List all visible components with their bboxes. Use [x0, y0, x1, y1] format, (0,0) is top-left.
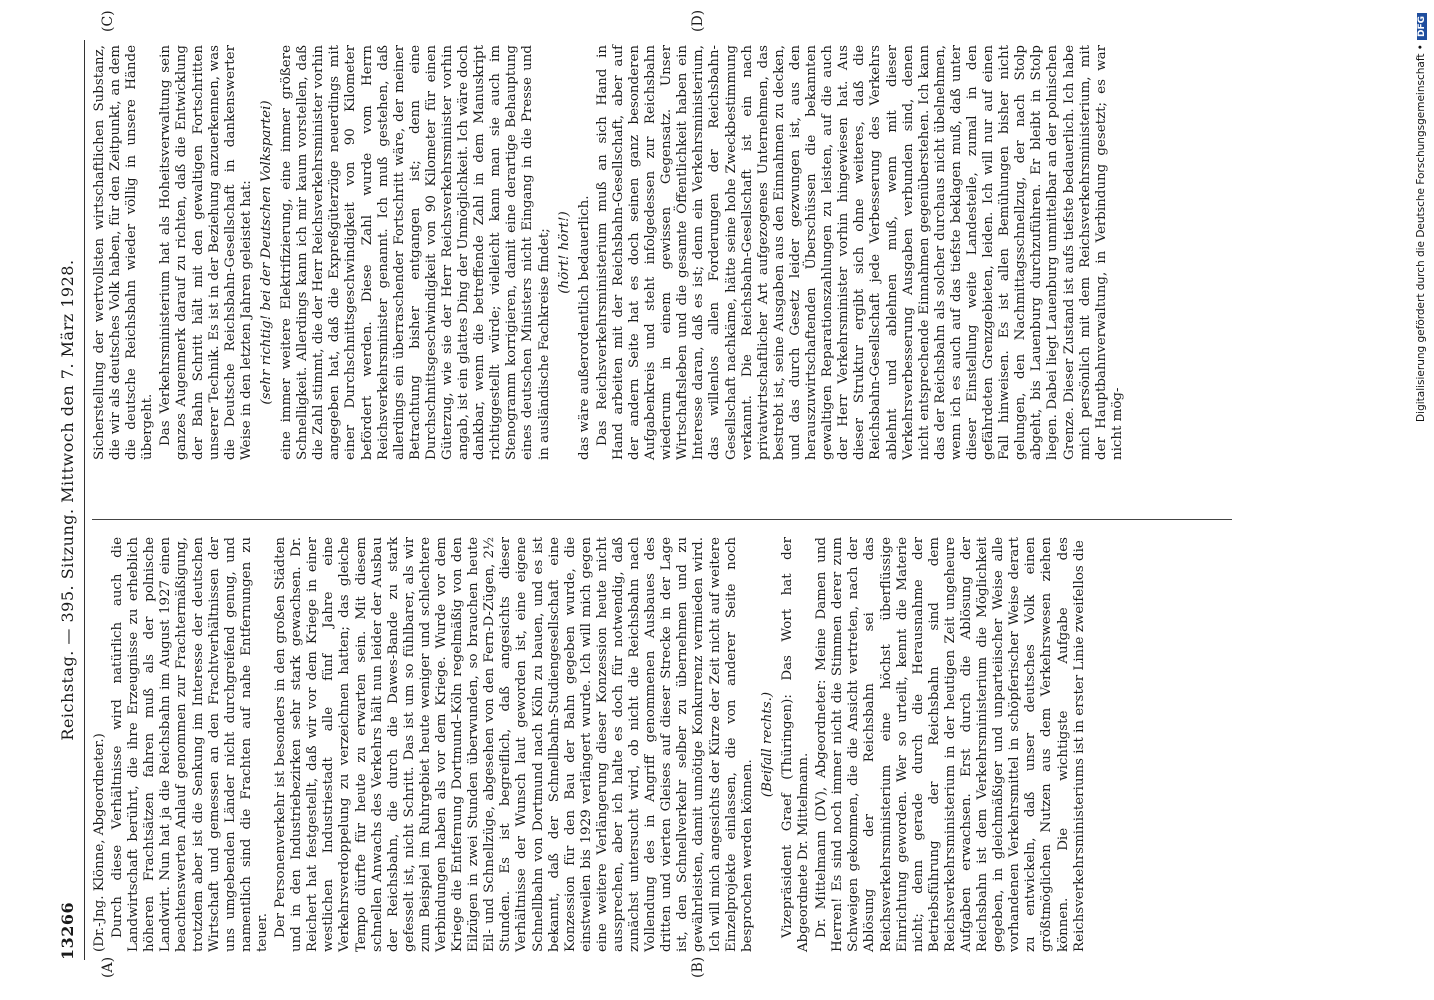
right-column — [92, 45, 1128, 460]
credit-label: Digitalisierung gefördert durch die Deutsche Forschungsgemeinschaft • — [1415, 44, 1427, 422]
paragraph: Vizepräsident Graef (Thüringen): Das Wort hat der Abgeordnete Dr. Mittelmann. — [779, 537, 812, 952]
running-title: Reichstag. — 395. Sitzung. Mittwoch den 7. März 1928. — [58, 259, 77, 741]
paragraph: eine immer weitere Elektrifizierung, eine immer größere Schnelligkeit. Allerdings kann ich mir kaum vorstellen, daß die Zahl stimmt, die der Herr Reichsverkehrsminister vorhin angegeben hat, daß die Expreßgüterzüge neuerdings mit einer Durchschnittsgeschwindigkeit von 90 Kilometer befördert werden. Diese Zahl wurde vom Herrn Reichsverkehrsminister genannt. Ich muß gestehen, daß allerdings ein überraschender Fortschritt wäre, der meiner Betrachtung bisher entgangen ist; denn eine Durchschnittsgeschwindigkeit von 90 Kilometer für einen Güterzug, wie sie der Herr Reichsverkehrsminister vorhin angab, ist ein glattes Ding der Unmöglichkeit. Ich wäre doch dankbar, wenn die betreffende Zahl in dem Manuskript richtiggestellt würde; vielleicht kann man sie auch im Stenogramm korrigieren, damit eine derartige Behauptung eines deutschen Ministers nicht Eingang in die Presse und in ausländische Fachkreise findet; — [279, 44, 552, 460]
interjection: (hört! hört!) — [556, 211, 572, 294]
paragraph: Das Reichsverkehrsministerium muß an sich Hand in Hand arbeiten mit der Reichsbahn-Gesellschaft, aber auf der andern Seite hat es doch seinen ganz besonderen Aufgabenkreis und steht infolgedessen zur Reichsbahn wiederum in einem gewissen Gegensatz. Unser Wirtschaftsleben und die gesamte Öffentlichkeit haben ein Interesse daran, daß es ist; denn ein Verkehrsministerium, das willenlos allen Forderungen der Reichsbahn-Gesellschaft nachkäme, hätte seine hohe Zweckbestimmung verkannt. Die Reichsbahn-Gesellschaft ist ein nach privatwirtschaftlicher Art aufgezogenes Unternehmen, das bestrebt ist, seine Ausgaben aus den Einnahmen zu decken, und das durch Gesetz leider gezwungen ist, aus den herauszuwirtschaftenden Überschüssen die bekannten gewaltigen Reparationszahlungen zu leisten, auf die auch der Herr Verkehrsminister vorhin hingewiesen hat. Aus dieser Struktur ergibt sich ohne weiteres, daß die Reichsbahn-Gesellschaft jede Verbesserung des Verkehrs ablehnt und ablehnen muß, wenn mit dieser Verkehrsverbesserung Ausgaben verbunden sind, denen nicht entsprechende Einnahmen gegenüberstehen. Ich kann das der Reichsbahn als solcher durchaus nicht übelnehmen, wenn ich es auch auf das tiefste beklagen muß, daß unter dieser Einstellung weite Landesteile, zumal in den gefährdeten Grenzgebieten, leiden. Ich will nur auf einen Fall hinweisen. Es ist allen Bemühungen bisher nicht gelungen, den Nachmittagsschnellzug, der nach Stolp abgeht, bis Lauenburg durchzuführen. Er bleibt in Stolp liegen. Dabei liegt Lauenburg unmittelbar an der polnischen Grenze. Dieser Zustand ist aufs tiefste bedauerlich. Ich habe mich persönlich mit dem Reichsverkehrsministerium, mit der Hauptbahnverwaltung, in Verbindung gesetzt; es war nicht mög- — [594, 45, 1125, 460]
digitization-credit — [1414, 8, 1434, 998]
paragraph: das wäre außerordentlich bedauerlich. — [576, 195, 592, 460]
margin-marker-a: (A) — [100, 956, 116, 978]
margin-marker-b: (B) — [690, 956, 706, 978]
interjection: (Beifall rechts.) — [759, 691, 775, 798]
paragraph: Sicherstellung der wertvollsten wirtschaftlichen Substanz, die wir als deutsches Volk haben, für den Zeitpunkt, an dem die deutsche Reichsbahn wieder völlig in unsere Hände übergeht. — [92, 45, 156, 460]
interjection: (sehr richtig! bei der Deutschen Volkspartei) — [258, 100, 274, 405]
paragraph: Durch diese Verhältnisse wird natürlich auch die Landwirtschaft berührt, die ihre Erzeugnisse zu erheblich höheren Frachtsätzen fahren muß als der polnische Landwirt. Nun hat ja die Reichsbahn im August 1927 einen beachtenswerten Anlauf genommen zur Frachtermäßigung, trotzdem aber ist die Senkung im Interesse der deutschen Wirtschaft und gemessen an den Frachtverhältnissen der uns umgebenden Länder nicht durchgreifend genug, und namentlich sind die Frachten auf nahe Entfernungen zu teuer. — [110, 537, 270, 952]
paragraph: Der Personenverkehr ist besonders in den großen Städten und in den Industriebezirken sehr stark gewachsen. Dr. Reichert hat festgestellt, daß wir vor dem Kriege in einer westlichen Industriestadt alle fünf Jahre eine Verkehrsverdoppelung zu verzeichnen hatten; das gleiche Tempo dürfte für heute zu erwarten sein. Mit diesem schnellen Anwachs des Verkehrs hält nun leider der Ausbau der Reichsbahn, die durch die Dawes-Bande zu stark gefesselt ist, nicht Schritt. Das ist um so fühlbarer, als wir zum Beispiel im Ruhrgebiet heute weniger und schlechtere Verbindungen haben als vor dem Kriege. Wurde vor dem Kriege die Entfernung Dortmund–Köln regelmäßig von den Eilzügen in zwei Stunden überwunden, so brauchen heute Eil- und Schnellzüge, abgesehen von den Fern-D-Zügen, 2½ Stunden. Es ist begreiflich, daß angesichts dieser Verhältnisse der Wunsch laut geworden ist, eine eigene Schnellbahn von Dortmund nach Köln zu bauen, und es ist bekannt, daß der Schnellbahn-Studiengesellschaft eine Konzession für den Bau der Bahn gegeben wurde, die einstweilen bis 1929 verlängert wurde. Ich will mich gegen eine weitere Verlängerung dieser Konzession heute nicht aussprechen, aber ich halte es doch für notwendig, daß zunächst untersucht wird, ob nicht die Reichsbahn nach Vollendung des in Angriff genommenen Ausbaues des dritten und vierten Gleises auf dieser Strecke in der Lage ist, den Schnellverkehr selber zu übernehmen und zu gewährleisten, damit unnötige Konkurrenz vermieden wird. Ich will mich angesichts der Kürze der Zeit nicht auf weitere Einzelprojekte einlassen, die von anderer Seite noch besprochen werden können. — [273, 537, 755, 952]
page-number: 13266 — [58, 901, 77, 960]
speaker-continuation: (Dr.-Jng. Klönne, Abgeordneter.) — [92, 733, 107, 952]
margin-marker-d: (D) — [690, 9, 706, 32]
paragraph: Dr. Mittelmann (DV), Abgeordneter: Meine Damen und Herren! Es sind noch immer nicht die Stimmen derer zum Schweigen gekommen, die die Ansicht vertreten, nach der Ablösung der Reichsbahn sei das Reichsverkehrsministerium eine höchst überflüssige Einrichtung geworden. Wer so urteilt, kennt die Materie nicht; denn gerade durch die Herausnahme der Betriebsführung der Reichsbahn sind dem Reichsverkehrsministerium in der heutigen Zeit ungeheure Aufgaben erwachsen. Erst durch die Ablösung der Reichsbahn ist dem Verkehrsministerium die Möglichkeit gegeben, in gleichmäßiger und unparteiischer Weise alle vorhandenen Verkehrsmittel in schöpferischer Weise derart zu entwickeln, daß unser deutsches Volk einen größtmöglichen Nutzen aus dem Verkehrswesen ziehen können. Die wichtigste Aufgabe des Reichsverkehrsministeriums ist in erster Linie zweifellos die — [814, 537, 1087, 952]
paragraph: Das Verkehrsministerium hat als Hoheitsverwaltung sein ganzes Augenmerk darauf zu richten, daß die Entwicklung der Bahn Schritt hält mit den gewaltigen Fortschritten unserer Technik. Es ist in der Beziehung anzuerkennen, was die Deutsche Reichsbahn-Gesellschaft in dankenswerter Weise in den letzten Jahren geleistet hat: — [158, 45, 254, 460]
column-divider — [92, 519, 1232, 520]
margin-marker-c: (C) — [100, 10, 116, 32]
header-rule — [84, 40, 85, 960]
credit-text — [1415, 13, 1433, 993]
left-column — [92, 537, 1090, 952]
dfg-logo: DFG — [1417, 13, 1427, 40]
